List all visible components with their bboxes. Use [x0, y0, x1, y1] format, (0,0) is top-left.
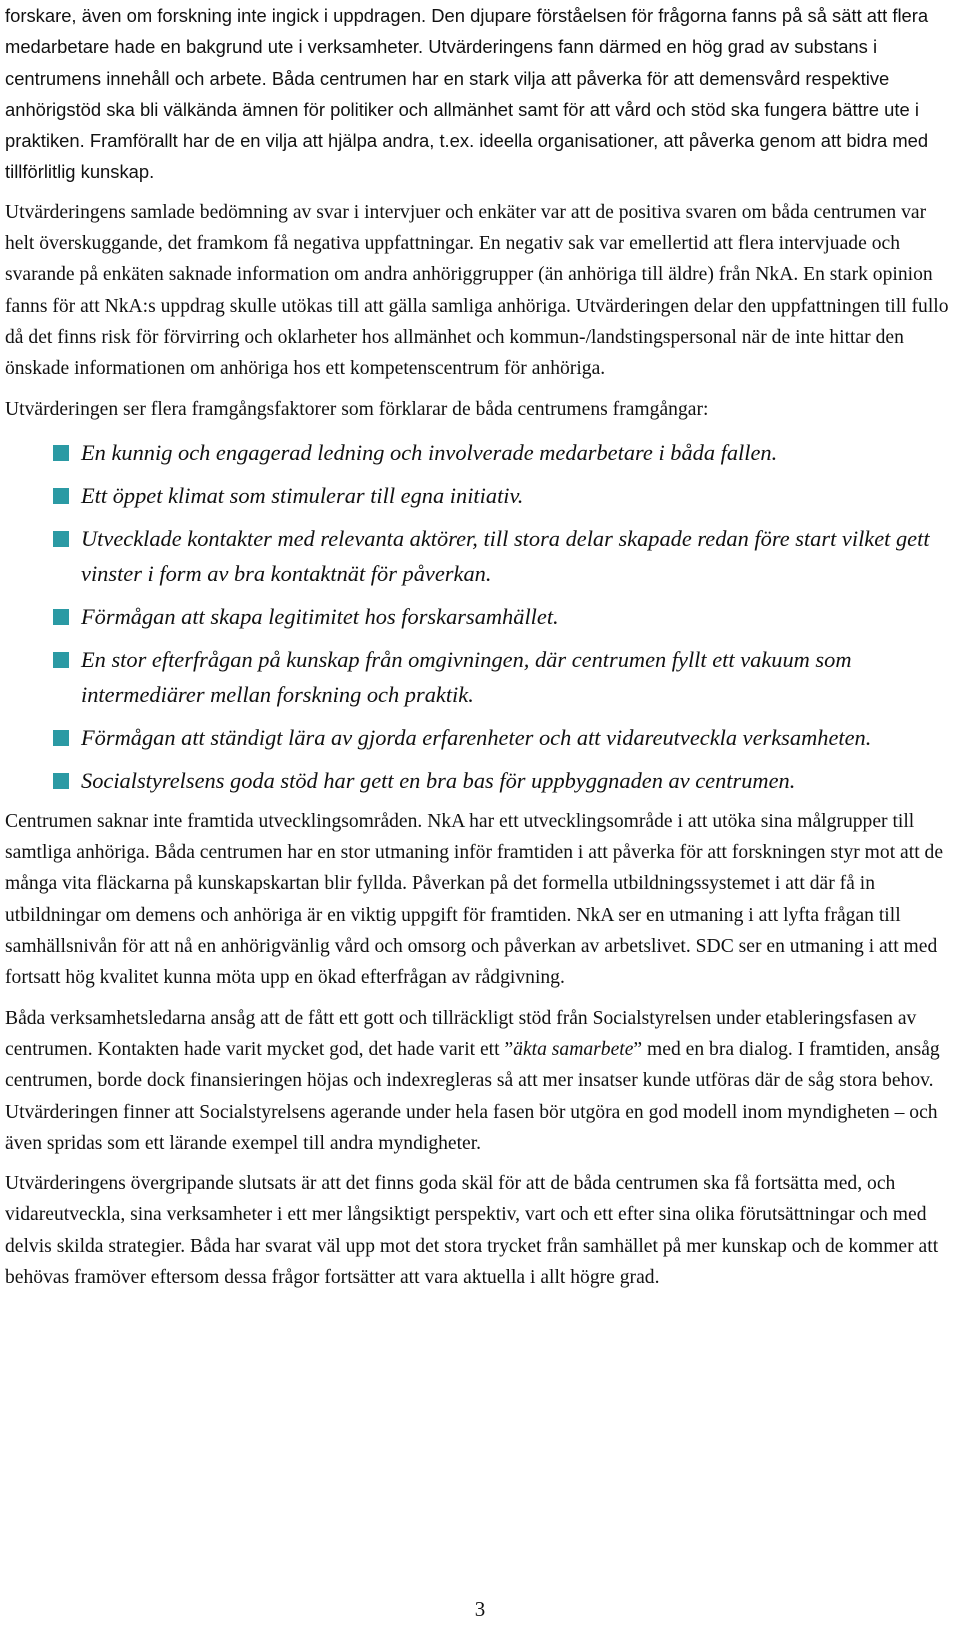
page-number: 3: [474, 1597, 486, 1621]
paragraph-development-areas: Centrumen saknar inte framtida utvecklingsområden. NkA har ett utvecklingsområde i att utöka sina målgrupper till samtliga anhöriga. Båda centrumen har en stor utmaning inför framtiden i att påverka för att forskningen styr mot att de många vita fläckarna på kunskapskartan blir fyllda. Påverkan på det formella utbildningssystemet i att där få in utbildningar om demens och anhöriga är en viktig uppgift för framtiden. NkA ser en utmaning i att lyfta frågan till samhällsnivån för att nå en anhörigvänlig vård och omsorg och påverkan av arbetslivet. SDC ser en utmaning i att med fortsatt hög kvalitet kunna möta upp en ökad efterfrågan av rådgivning.: [5, 810, 944, 989]
list-item: [5, 720, 957, 755]
success-factors-lead-in: Utvärderingen ser flera framgångsfaktorer som förklarar de båda centrumens framgångar:: [5, 398, 709, 420]
paragraph-text-before: Båda verksamhetsledarna ansåg att de fått ett gott och tillräckligt stöd från Socialstyrelsen under etableringsfasen av centrumen. Kontakten hade varit mycket god, det hade varit ett ”: [5, 1007, 917, 1060]
square-bullet-icon: [53, 531, 69, 547]
success-factors-list: [5, 435, 957, 798]
list-item: [5, 599, 957, 634]
square-bullet-icon: [53, 445, 69, 461]
document-body: [5, 0, 957, 1293]
list-item-text: Utvecklade kontakter med relevanta aktörer, till stora delar skapade redan före start vilket gett vinster i form av bra kontaktnät för påverkan.: [81, 525, 930, 586]
paragraph-text-after: ” med en bra dialog. I framtiden, ansåg centrumen, borde dock finansieringen höjas och indexregleras så att mer insatser kunde utföras där de såg stora behov. Utvärderingen finner att Socialstyrelsens agerande under hela fasen bör utgöra en god modell inom myndigheten – och även spridas som ett lärande exempel till andra myndigheter.: [5, 1038, 940, 1154]
paragraph-overall-assessment: Utvärderingens samlade bedömning av svar i intervjuer och enkäter var att de positiva svaren om båda centrumen var helt överskuggande, det framkom få negativa uppfattningar. En negativ sak var emellertid att flera intervjuade och svarande på enkäten saknade information om andra anhöriggrupper (än anhöriga till äldre) från NkA. En stark opinion fanns för att NkA:s uppdrag skulle utökas till att gälla samliga anhöriga. Utvärderingen delar den uppfattningen till fullo då det finns risk för förvirring och oklarheter hos allmänhet och kommun-/landstingspersonal när de inte hittar den önskade informationen om anhöriga hos ett kompetenscentrum för anhöriga.: [5, 201, 949, 380]
paragraph-socialstyrelsen-support: [5, 1003, 957, 1159]
list-item-text: Förmågan att ständigt lära av gjorda erfarenheter och att vidareutveckla verksamheten.: [81, 724, 872, 750]
square-bullet-icon: [53, 652, 69, 668]
square-bullet-icon: [53, 773, 69, 789]
list-item-text: En kunnig och engagerad ledning och involverade medarbetare i båda fallen.: [81, 439, 778, 465]
list-item-text: En stor efterfrågan på kunskap från omgivningen, där centrumen fyllt ett vakuum som intermediärer mellan forskning och praktik.: [81, 646, 852, 707]
list-item: [5, 521, 957, 591]
square-bullet-icon: [53, 730, 69, 746]
list-item: [5, 642, 957, 712]
square-bullet-icon: [53, 488, 69, 504]
list-item: [5, 478, 957, 513]
list-item: [5, 763, 957, 798]
list-item-text: Förmågan att skapa legitimitet hos forskarsamhället.: [81, 603, 559, 629]
list-item-text: Socialstyrelsens goda stöd har gett en bra bas för uppbyggnaden av centrumen.: [81, 767, 796, 793]
list-item-text: Ett öppet klimat som stimulerar till egna initiativ.: [81, 482, 524, 508]
square-bullet-icon: [53, 609, 69, 625]
list-item: [5, 435, 957, 470]
paragraph-overall-conclusion: Utvärderingens övergripande slutsats är att det finns goda skäl för att de båda centrumen ska få fortsätta med, och vidareutveckla, sina verksamheter i ett mer långsiktigt perspektiv, vart och ett efter sina olika förutsättningar och med delvis skilda strategier. Båda har svarat väl upp mot det stora trycket från samhället på mer kunskap och de kommer att behövas framöver eftersom dessa frågor fortsätter att vara aktuella i allt högre grad.: [5, 1173, 939, 1289]
paragraph-findings-substance: forskare, även om forskning inte ingick i uppdragen. Den djupare förståelsen för frågorna fanns på så sätt att flera medarbetare hade en bakgrund ute i verksamheter. Utvärderingens fann därmed en hög grad av substans i centrumens innehåll och arbete. Båda centrumen har en stark vilja att påverka för att demensvård respektive anhörigstöd ska bli välkända ämnen för politiker och allmänhet samt för att vård och stöd ska fungera bättre ute i praktiken. Framförallt har de en vilja att hjälpa andra, t.ex. ideella organisationer, att påverka genom att bidra med tillförlitlig kunskap.: [5, 5, 929, 183]
emphasized-term: äkta samarbete: [513, 1038, 634, 1060]
